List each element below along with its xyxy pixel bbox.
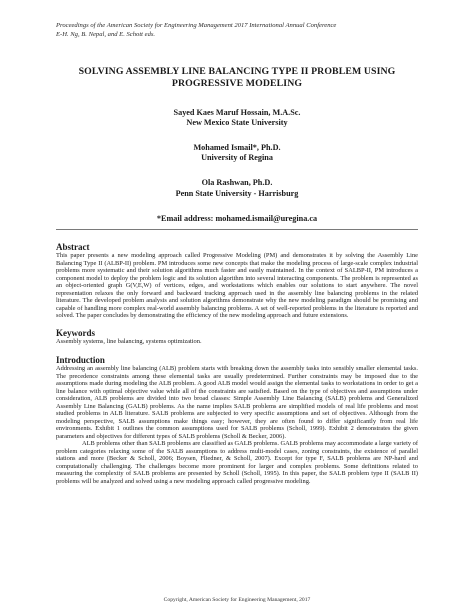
author-affiliation: New Mexico State University [186,117,288,127]
author-affiliation: University of Regina [201,153,273,163]
proceedings-line-2: E-H. Ng, B. Nepal, and E. Schott eds. [56,30,156,38]
introduction-paragraph-1: Addressing an assembly line balancing (ALB) problem starts with breaking down the assembly tasks into sensibly smaller elemental tasks. The precedence constraints among these elemental tasks are usually predetermined. Further constraints may be imposed due to the assumptions made during modeling the ALB problem. A good ALB model would assign the elemental tasks to workstations in order to get a line balance with optimal objective value while all of the constraints are satisfied. Based on the type of objectives and assumptions under consideration, ALB problems are divided into two broad classes: Simple Assembly Line Balancing (SALB) problems and Generalized Assembly Line Balancing (GALB) problems. As the name implies SALB problems are simplified models of real life problems and most studied problems in ALB literature. SALB problems are subjected to very specific assumptions and set of objectives. Although from the modeling perspective, SALB assumptions make things easy; however, they are often found to differ significantly from real life environments. Exhibit 1 outlines the common assumptions used for SALB problems (Scholl, 1999). Exhibit 2 demonstrates the given parameters and objectives for different types of SALB problems (Scholl & Becker, 2006). [56,365,418,440]
author-name: Sayed Kaes Maruf Hossain, M.A.Sc. [173,107,301,117]
proceedings-line-1: Proceedings of the American Society for Engineering Management 2017 International Annual Conference [56,22,337,29]
proceedings-header [56,22,418,39]
abstract-heading: Abstract [56,241,90,252]
author-name: Ola Rashwan, Ph.D. [201,178,273,188]
introduction-paragraph-2: ALB problems other than SALB problems are classified as GALB problems. GALB problems may accommodate a large variety of problem categories relaxing some of the SALB assumptions to address multi-model cases, zoning constraints, the existence of parallel stations and more (Becker & Scholl, 2006; Boysen, Fliedner, & Scholl, 2007). Except for type F, SALB problems are NP-hard and computationally challenging. The challenges become more prominent for larger and complex problems. Some definitions related to measuring the complexity of SALB problems are presented by Scholl (Scholl, 1995). In this paper, the SALB problem type II (SALB II) problems will be analyzed and solved using a new modeling approach called progressive modeling. [56,440,418,485]
keywords-text: Assembly systems, line balancing, systems optimization. [56,338,202,346]
author-affiliation: Penn State University - Harrisburg [175,188,299,198]
divider-rule [56,229,418,230]
author-1 [56,108,418,128]
copyright-footer: Copyright, American Society for Engineering Management, 2017 [163,597,311,603]
paper-title: SOLVING ASSEMBLY LINE BALANCING TYPE II PROBLEM USING PROGRESSIVE MODELING [78,66,396,90]
keywords-heading: Keywords [56,327,95,338]
author-2 [56,143,418,163]
introduction-heading: Introduction [56,354,105,365]
paper-page [56,22,418,485]
corresponding-email: *Email address: mohamed.ismail@uregina.ca [156,213,318,223]
author-name: Mohamed Ismail*, Ph.D. [193,143,281,152]
abstract-text: This paper presents a new modeling approach called Progressive Modeling (PM) and demonstrates it by solving the Assembly Line Balancing Type II (ALBP-II) problem. PM introduces some new concepts that make the modeling process of large-scale complex industrial problems more systematic and their solution algorithms much faster and easily maintained. In the context of SALBP-II, PM introduces a component model to deploy the problem logic and its solution algorithm into several interacting components. The problem is represented as an object-oriented graph G(V,E,W) of vertices, edges, and workstations which enables our solutions to start anywhere. The novel representation relaxes the only forward and backward tracking approach used in the assembly line balancing problems in the related literature. The developed problem analysis and solution algorithms demonstrate why the new modeling paradigm should be promising and capable of handling more complex real-world assembly balancing problems. A set of well-reported problems in the literature is reported and solved. The paper concludes by demonstrating the efficiency of the new modeling approach and future extensions. [56,252,418,320]
author-3 [56,178,418,198]
